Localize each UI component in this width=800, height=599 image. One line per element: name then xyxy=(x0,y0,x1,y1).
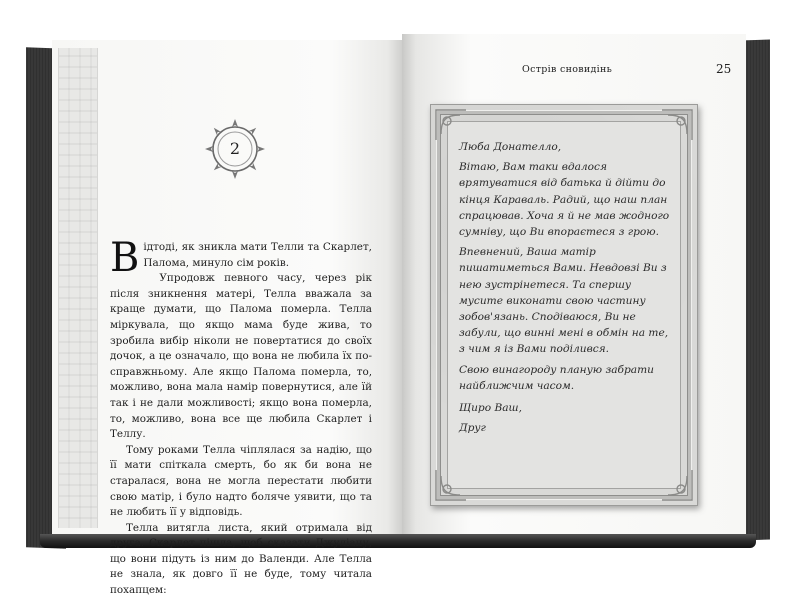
corner-ornament-icon xyxy=(660,108,694,142)
paragraph: Відтоді, як зникла мати Телли та Скарлет, Палома, минуло сім років. xyxy=(110,235,372,281)
paragraph: Тому роками Телла чіплялася за надію, що її мати спіткала смерть, бо як би вона не старалася, вона не могла перестати любити свою матір, і було надто боляче уявити, що та не любить її у відповідь. xyxy=(110,443,372,519)
paragraph: Упродовж певного часу, через рік після зникнення матері, Телла вважала за краще думати, що Палома померла. Телла міркувала, що якщо мама буде жива, то зробила вибір ніколи не повертатися до своїх дочок, а це означало, що вона не любила їх по-справжньому. Але якщо Палома померла, то, можливо, вона мала намір повернутися, але їй так і не дали можливості; якщо вона померла, то, можливо, вона все ще любила Скарлет і Теллу. xyxy=(110,272,372,441)
corner-ornament-icon xyxy=(660,468,694,502)
left-page xyxy=(52,40,402,597)
corner-ornament-icon xyxy=(434,108,468,142)
paragraph: Телла витягла листа, який отримала від друга. Скарлет пішла, щоб сказати Джуліану, що вони підуть із ним до Валенди. Але Телла не знала, як довго її не буде, тому читала похапцем: xyxy=(110,521,372,597)
letter-text xyxy=(459,139,673,440)
chapter-ornament xyxy=(202,116,268,182)
decorative-border-strip xyxy=(58,48,98,528)
letter-greeting: Люба Донателло, xyxy=(459,141,562,153)
chapter-number: 2 xyxy=(229,139,241,158)
running-head: Острів сновидінь xyxy=(522,64,613,75)
open-book xyxy=(26,34,770,597)
letter-paragraph: Вітаю, Вам таки вдалося врятуватися від батька й дійти до кінця Караваль. Радий, що наш план спрацював. Хоча я й не мав жодного сумніву, що Ви впораєтеся з грою. xyxy=(459,161,670,239)
letter-closing: Щиро Ваш, xyxy=(459,402,522,415)
right-page xyxy=(402,34,746,534)
letter-signature: Друг xyxy=(459,422,486,435)
corner-ornament-icon xyxy=(434,468,468,502)
drop-cap: В xyxy=(110,235,140,281)
page-number: 25 xyxy=(716,62,732,76)
letter-illustration xyxy=(430,104,698,506)
letter-paragraph: Впевнений, Ваша матір пишатиметься Вами. Невдовзі Ви з нею зустрінетеся. Та спершу мусите виконати свою частину зобов'язань. Сподіваюся, Ви не забули, що винні мені в обмін на те, з чим я із Вами поділився. xyxy=(459,246,669,356)
left-page-body xyxy=(110,235,372,599)
letter-paragraph: Свою винагороду планую забрати найближчим часом. xyxy=(459,363,654,392)
